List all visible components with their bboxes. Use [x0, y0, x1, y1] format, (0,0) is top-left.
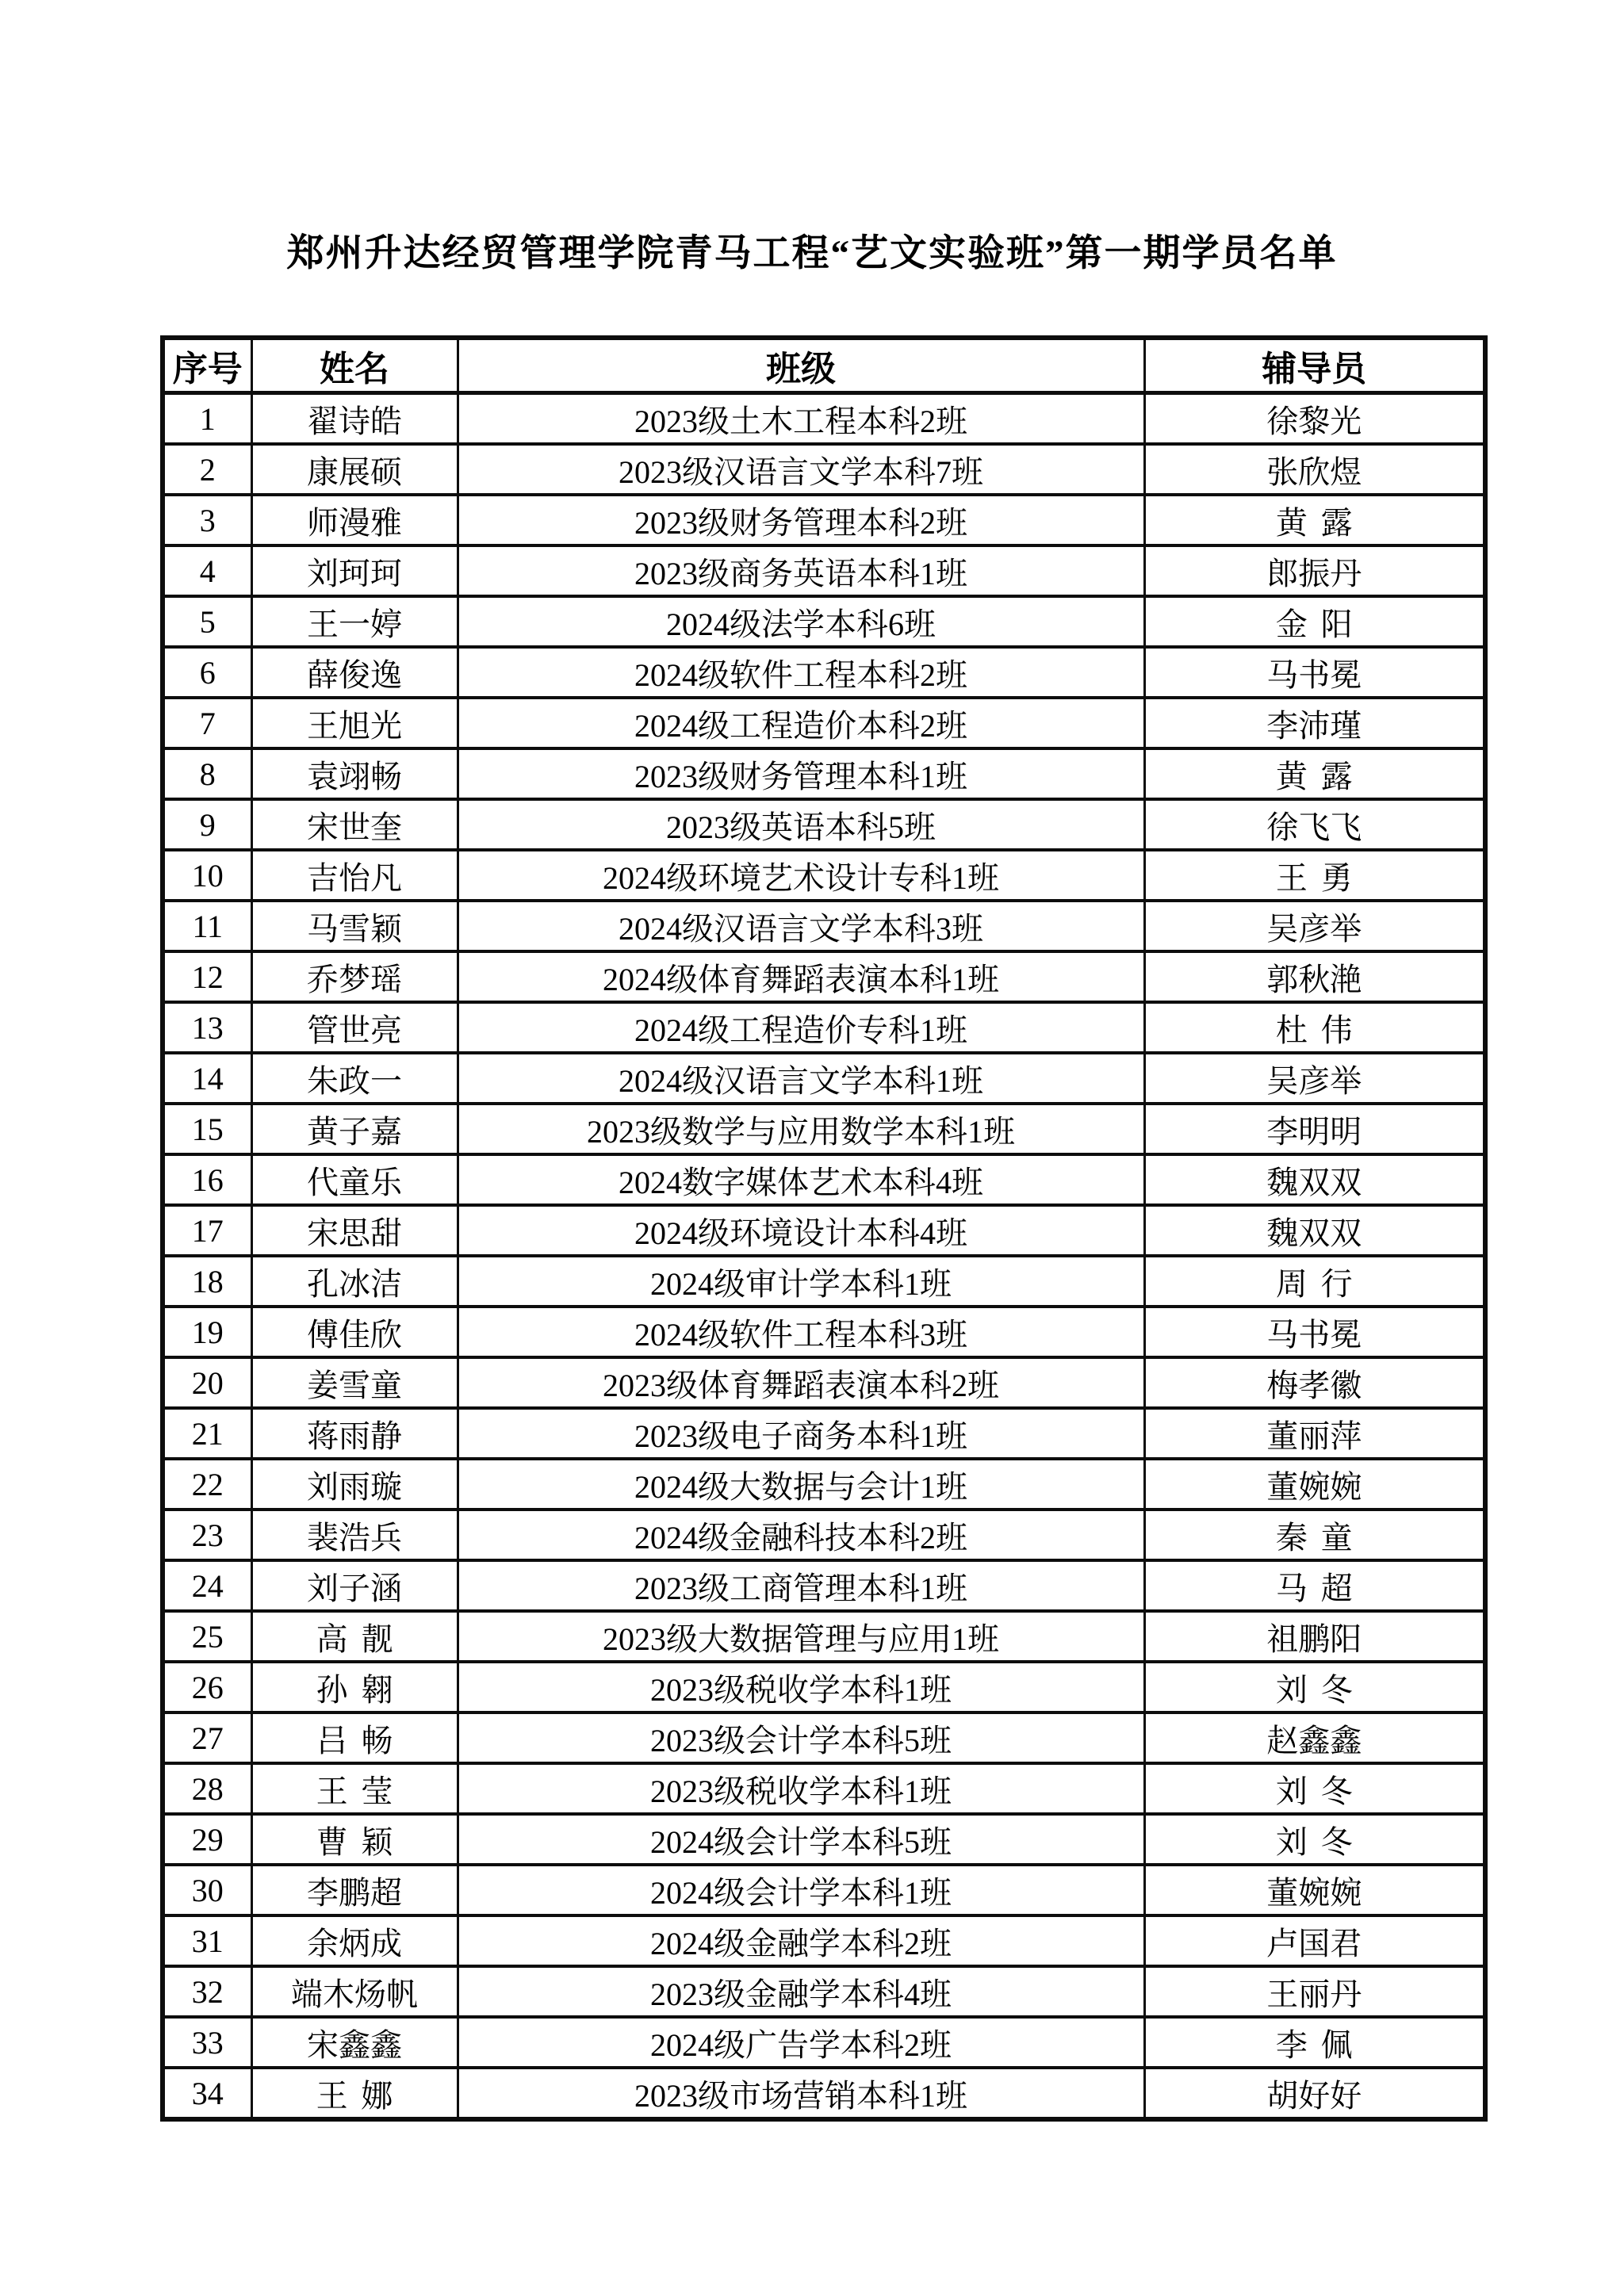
- cell-name: 宋世奎: [251, 799, 458, 850]
- table-row: [163, 1104, 1485, 1154]
- cell-counselor: 魏双双: [1144, 1205, 1485, 1256]
- cell-no: 22: [163, 1459, 251, 1510]
- cell-no: 4: [163, 545, 251, 596]
- cell-counselor: 黄露: [1144, 495, 1485, 545]
- table-row: [163, 495, 1485, 545]
- table-row: [163, 1560, 1485, 1611]
- cell-name: 宋思甜: [251, 1205, 458, 1256]
- cell-counselor: 刘冬: [1144, 1662, 1485, 1712]
- cell-class: 2024级环境设计本科4班: [458, 1205, 1144, 1256]
- cell-no: 26: [163, 1662, 251, 1712]
- cell-class: 2024级汉语言文学本科3班: [458, 901, 1144, 951]
- cell-counselor: 刘冬: [1144, 1763, 1485, 1814]
- cell-name: 翟诗皓: [251, 393, 458, 445]
- cell-counselor: 刘冬: [1144, 1814, 1485, 1865]
- cell-no: 1: [163, 393, 251, 445]
- cell-class: 2023级市场营销本科1班: [458, 2068, 1144, 2119]
- cell-name: 朱政一: [251, 1053, 458, 1104]
- header-class: 班级: [458, 338, 1144, 393]
- cell-no: 33: [163, 2017, 251, 2068]
- cell-name: 康展硕: [251, 444, 458, 495]
- cell-name: 吕畅: [251, 1712, 458, 1763]
- cell-class: 2024级审计学本科1班: [458, 1256, 1144, 1307]
- cell-counselor: 郭秋滟: [1144, 951, 1485, 1002]
- table-row: [163, 1966, 1485, 2017]
- cell-counselor: 马超: [1144, 1560, 1485, 1611]
- cell-name: 傅佳欣: [251, 1307, 458, 1357]
- cell-name: 孔冰洁: [251, 1256, 458, 1307]
- cell-no: 7: [163, 698, 251, 748]
- cell-counselor: 魏双双: [1144, 1154, 1485, 1205]
- cell-no: 9: [163, 799, 251, 850]
- cell-name: 刘珂珂: [251, 545, 458, 596]
- cell-no: 21: [163, 1408, 251, 1459]
- table-row: [163, 850, 1485, 901]
- header-counselor: 辅导员: [1144, 338, 1485, 393]
- cell-class: 2023级财务管理本科2班: [458, 495, 1144, 545]
- cell-class: 2023级税收学本科1班: [458, 1662, 1144, 1712]
- table-header: [163, 338, 1485, 393]
- cell-class: 2024级大数据与会计1班: [458, 1459, 1144, 1510]
- table-row: [163, 1357, 1485, 1408]
- cell-name: 黄子嘉: [251, 1104, 458, 1154]
- cell-counselor: 马书冕: [1144, 1307, 1485, 1357]
- cell-name: 李鹏超: [251, 1865, 458, 1915]
- cell-counselor: 吴彦举: [1144, 901, 1485, 951]
- table-row: [163, 2017, 1485, 2068]
- cell-name: 乔梦瑶: [251, 951, 458, 1002]
- table-row: [163, 1915, 1485, 1966]
- cell-name: 王莹: [251, 1763, 458, 1814]
- cell-class: 2024级金融科技本科2班: [458, 1510, 1144, 1560]
- cell-name: 曹颖: [251, 1814, 458, 1865]
- table-row: [163, 1205, 1485, 1256]
- cell-class: 2024级会计学本科5班: [458, 1814, 1144, 1865]
- cell-counselor: 杜伟: [1144, 1002, 1485, 1053]
- cell-name: 刘雨璇: [251, 1459, 458, 1510]
- cell-class: 2023级土木工程本科2班: [458, 393, 1144, 445]
- cell-counselor: 董婉婉: [1144, 1459, 1485, 1510]
- cell-name: 管世亮: [251, 1002, 458, 1053]
- cell-name: 马雪颖: [251, 901, 458, 951]
- cell-no: 19: [163, 1307, 251, 1357]
- cell-class: 2023级电子商务本科1班: [458, 1408, 1144, 1459]
- cell-no: 25: [163, 1611, 251, 1662]
- table-row: [163, 1256, 1485, 1307]
- cell-name: 蒋雨静: [251, 1408, 458, 1459]
- cell-counselor: 董婉婉: [1144, 1865, 1485, 1915]
- cell-counselor: 李明明: [1144, 1104, 1485, 1154]
- table-body: [163, 393, 1485, 2120]
- cell-counselor: 徐黎光: [1144, 393, 1485, 445]
- cell-no: 13: [163, 1002, 251, 1053]
- cell-no: 24: [163, 1560, 251, 1611]
- cell-name: 宋鑫鑫: [251, 2017, 458, 2068]
- table-row: [163, 647, 1485, 698]
- cell-name: 余炳成: [251, 1915, 458, 1966]
- cell-class: 2024级汉语言文学本科1班: [458, 1053, 1144, 1104]
- cell-no: 17: [163, 1205, 251, 1256]
- cell-name: 袁翊畅: [251, 748, 458, 799]
- cell-class: 2024级金融学本科2班: [458, 1915, 1144, 1966]
- cell-class: 2023级税收学本科1班: [458, 1763, 1144, 1814]
- header-row: [163, 338, 1485, 393]
- table-row: [163, 1307, 1485, 1357]
- cell-counselor: 郎振丹: [1144, 545, 1485, 596]
- cell-no: 20: [163, 1357, 251, 1408]
- cell-name: 刘子涵: [251, 1560, 458, 1611]
- cell-no: 11: [163, 901, 251, 951]
- cell-class: 2023级金融学本科4班: [458, 1966, 1144, 2017]
- table-row: [163, 393, 1485, 445]
- cell-no: 32: [163, 1966, 251, 2017]
- table-row: [163, 1611, 1485, 1662]
- cell-name: 裴浩兵: [251, 1510, 458, 1560]
- cell-class: 2024级体育舞蹈表演本科1班: [458, 951, 1144, 1002]
- cell-counselor: 李佩: [1144, 2017, 1485, 2068]
- table-row: [163, 901, 1485, 951]
- cell-class: 2023级数学与应用数学本科1班: [458, 1104, 1144, 1154]
- table-row: [163, 698, 1485, 748]
- cell-class: 2023级汉语言文学本科7班: [458, 444, 1144, 495]
- cell-counselor: 王丽丹: [1144, 1966, 1485, 2017]
- cell-counselor: 祖鹏阳: [1144, 1611, 1485, 1662]
- cell-name: 代童乐: [251, 1154, 458, 1205]
- table-row: [163, 2068, 1485, 2119]
- cell-class: 2023级财务管理本科1班: [458, 748, 1144, 799]
- table-row: [163, 1002, 1485, 1053]
- cell-no: 12: [163, 951, 251, 1002]
- table-row: [163, 1053, 1485, 1104]
- table-row: [163, 1814, 1485, 1865]
- table-row: [163, 545, 1485, 596]
- table-row: [163, 1510, 1485, 1560]
- table-row: [163, 1712, 1485, 1763]
- cell-class: 2023级体育舞蹈表演本科2班: [458, 1357, 1144, 1408]
- cell-counselor: 梅孝徽: [1144, 1357, 1485, 1408]
- cell-class: 2023级大数据管理与应用1班: [458, 1611, 1144, 1662]
- cell-no: 3: [163, 495, 251, 545]
- page-title: 郑州升达经贸管理学院青马工程“艺文实验班”第一期学员名单: [286, 233, 1338, 274]
- cell-no: 27: [163, 1712, 251, 1763]
- cell-no: 23: [163, 1510, 251, 1560]
- cell-class: 2024级工程造价专科1班: [458, 1002, 1144, 1053]
- cell-class: 2023级英语本科5班: [458, 799, 1144, 850]
- cell-name: 王娜: [251, 2068, 458, 2119]
- header-no: 序号: [163, 338, 251, 393]
- cell-name: 师漫雅: [251, 495, 458, 545]
- table-row: [163, 1408, 1485, 1459]
- cell-class: 2023级工商管理本科1班: [458, 1560, 1144, 1611]
- cell-counselor: 王勇: [1144, 850, 1485, 901]
- cell-counselor: 卢国君: [1144, 1915, 1485, 1966]
- cell-counselor: 秦童: [1144, 1510, 1485, 1560]
- cell-name: 薛俊逸: [251, 647, 458, 698]
- table-row: [163, 444, 1485, 495]
- cell-counselor: 周行: [1144, 1256, 1485, 1307]
- table-row: [163, 1763, 1485, 1814]
- cell-name: 吉怡凡: [251, 850, 458, 901]
- cell-counselor: 李沛瑾: [1144, 698, 1485, 748]
- cell-no: 10: [163, 850, 251, 901]
- cell-counselor: 赵鑫鑫: [1144, 1712, 1485, 1763]
- cell-no: 5: [163, 596, 251, 647]
- student-roster-table: [160, 335, 1488, 2122]
- table-row: [163, 1865, 1485, 1915]
- cell-class: 2023级会计学本科5班: [458, 1712, 1144, 1763]
- cell-counselor: 董丽萍: [1144, 1408, 1485, 1459]
- header-name: 姓名: [251, 338, 458, 393]
- table-row: [163, 951, 1485, 1002]
- cell-no: 6: [163, 647, 251, 698]
- cell-no: 16: [163, 1154, 251, 1205]
- cell-counselor: 吴彦举: [1144, 1053, 1485, 1104]
- cell-no: 15: [163, 1104, 251, 1154]
- cell-no: 8: [163, 748, 251, 799]
- table-row: [163, 799, 1485, 850]
- cell-counselor: 徐飞飞: [1144, 799, 1485, 850]
- cell-counselor: 胡好好: [1144, 2068, 1485, 2119]
- cell-class: 2024级环境艺术设计专科1班: [458, 850, 1144, 901]
- cell-name: 姜雪童: [251, 1357, 458, 1408]
- table-row: [163, 1459, 1485, 1510]
- table-row: [163, 748, 1485, 799]
- cell-name: 王旭光: [251, 698, 458, 748]
- cell-name: 王一婷: [251, 596, 458, 647]
- cell-no: 14: [163, 1053, 251, 1104]
- cell-no: 30: [163, 1865, 251, 1915]
- cell-counselor: 金阳: [1144, 596, 1485, 647]
- cell-no: 29: [163, 1814, 251, 1865]
- table-row: [163, 596, 1485, 647]
- table-row: [163, 1662, 1485, 1712]
- cell-class: 2024级工程造价本科2班: [458, 698, 1144, 748]
- cell-no: 28: [163, 1763, 251, 1814]
- cell-no: 31: [163, 1915, 251, 1966]
- cell-class: 2024数字媒体艺术本科4班: [458, 1154, 1144, 1205]
- cell-class: 2023级商务英语本科1班: [458, 545, 1144, 596]
- cell-class: 2024级会计学本科1班: [458, 1865, 1144, 1915]
- cell-counselor: 张欣煜: [1144, 444, 1485, 495]
- cell-class: 2024级法学本科6班: [458, 596, 1144, 647]
- cell-name: 孙翱: [251, 1662, 458, 1712]
- cell-counselor: 黄露: [1144, 748, 1485, 799]
- cell-no: 18: [163, 1256, 251, 1307]
- cell-name: 高靓: [251, 1611, 458, 1662]
- cell-class: 2024级软件工程本科2班: [458, 647, 1144, 698]
- table-row: [163, 1154, 1485, 1205]
- cell-class: 2024级软件工程本科3班: [458, 1307, 1144, 1357]
- cell-no: 2: [163, 444, 251, 495]
- cell-class: 2024级广告学本科2班: [458, 2017, 1144, 2068]
- cell-counselor: 马书冕: [1144, 647, 1485, 698]
- cell-no: 34: [163, 2068, 251, 2119]
- cell-name: 端木炀帆: [251, 1966, 458, 2017]
